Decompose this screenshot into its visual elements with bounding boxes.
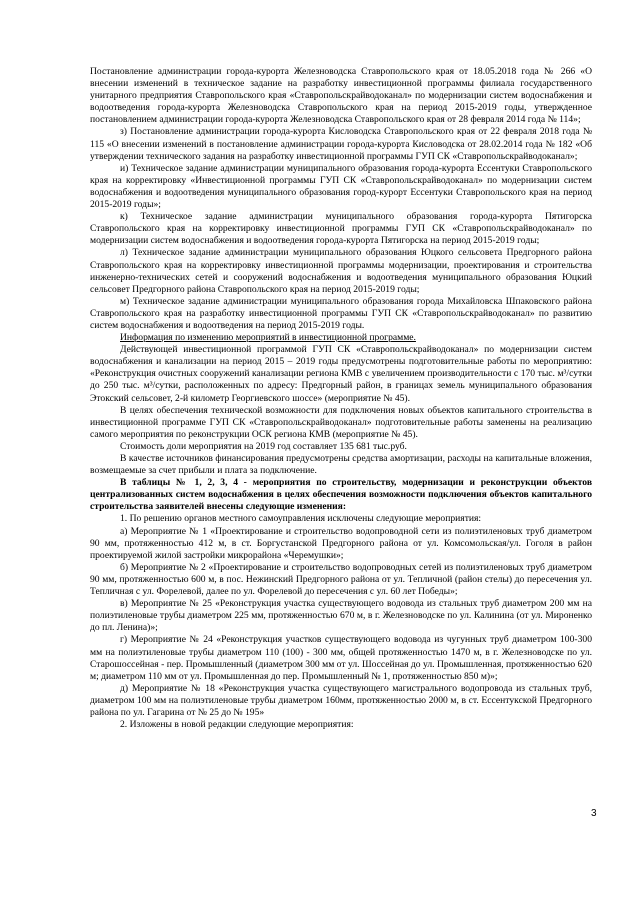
list-item: б) Мероприятие № 2 «Проектирование и строительство водопроводных сетей из полиэтиленовых труб диаметром 90 мм, протяженностью 600 м, в пос. Нежинский Предгорного района от ул. Тепличной (район стелы) до пересечения ул. Тепличная с ул. Форелевой, далее по ул. Форелевой до пересечения с ул. 60 лет Победы»; — [90, 561, 592, 598]
paragraph: Стоимость доли мероприятия на 2019 год составляет 135 681 тыс.руб. — [120, 440, 407, 452]
paragraph: Постановление администрации города-курорта Железноводска Ставропольского края от 18.05.2018 года № 266 «О внесении изменений в техническое задание на разработку инвестиционной программы филиала государственного унитарного предприятия Ставропольского края «Ставропольскрайводоканал» по модернизации систем водоснабжения и водоотведения города-курорта Железноводска Ставропольского края на период 2015-2019 годы, утвержденное постановлением администрации города-курорта Железноводска Ставропольского края от 28 февраля 2014 года № 114»; — [90, 66, 592, 126]
list-item: д) Мероприятие № 18 «Реконструкция участка существующего магистрального водопровода из стальных труб, диаметром 100 мм на полиэтиленовые трубы диаметром 160мм, протяженностью 2000 м, в ст. Ессентукской Предгорного района по ул. Гагарина от № 25 до № 195» — [90, 682, 592, 718]
paragraph: В качестве источников финансирования предусмотрены средства амортизации, расходы на капитальные вложения, возмещаемые за счет прибыли и плата за подключение. — [90, 453, 592, 477]
list-item: в) Мероприятие № 25 «Реконструкция участка существующего водовода из стальных труб диаметром 200 мм на полиэтиленовые трубы диаметром 225 мм, протяженностью 670 м, в г. Железноводске по ул. Калинина (от ул. Мироненко до пл. Ленина)»; — [90, 598, 592, 634]
page-number: 3 — [591, 808, 597, 819]
section-heading — [90, 332, 592, 344]
paragraph: Действующей инвестиционной программой ГУП СК «Ставропольскрайводоканал» по модернизации систем водоснабжения и канализации на период 2015 – 2019 годы предусмотрены подготовительные работы по мероприятию: «Реконструкция очистных сооружений канализации региона КМВ с увеличением производительности с 170 тыс. м³/сутки до 250 тыс. м³/сутки, расположенных по адресу: Предгорный район, в границах земель муниципального образования Этокский сельсовет, 2-й километр Георгиевского шоссе» (мероприятие № 45). — [90, 344, 592, 404]
section-heading-text: Информация по изменению мероприятий в инвестиционной программе. — [120, 332, 416, 344]
paragraph: м) Техническое задание администрации муниципального образования города Михайловска Шпаковского района Ставропольского края на разработку инвестиционной программы ГУП СК «Ставропольскрайводоканал» по развитию систем водоснабжения и водоотведения на период 2015-2019 годы. — [90, 295, 592, 331]
paragraph: и) Техническое задание администрации муниципального образования города-курорта Ессентуки Ставропольского края на корректировку «Инвестиционной программы ГУП СК «Ставропольскрайводоканал» по модернизации систем водоснабжения и водоотведения муниципального образования город-курорт Ессентуки Ставропольского края на период 2015-2019 годы»; — [90, 162, 592, 211]
list-heading: 1. По решению органов местного самоуправления исключены следующие мероприятия: — [120, 513, 482, 525]
document-body — [90, 66, 592, 731]
list-item: г) Мероприятие № 24 «Реконструкция участков существующего водовода из чугунных труб диаметром 100-300 мм на полиэтиленовые трубы диаметром 110 (100) - 300 мм, общей протяженностью 1470 м, в г. Железноводске по ул. Старошоссейная - пер. Промышленный (диаметром 300 мм от ул. Шоссейная до ул. Промышленная, протяженностью 620 м; диаметром 110 мм от ул. Промышленная до пер. Промышленный № 1, протяженностью 850 м)»; — [90, 634, 592, 682]
list-item: а) Мероприятие № 1 «Проектирование и строительство водопроводной сети из полиэтиленовых труб диаметром 90 мм, протяженностью 412 м, в ст. Боргустанской Предгорного района от ул. Комсомольская/ул. Гоголя в район проектируемой жилой застройки микрорайона «Черемушки»; — [90, 525, 592, 561]
bold-paragraph: В таблицы № 1, 2, 3, 4 - мероприятия по строительству, модернизации и реконструкции объектов централизованных систем водоснабжения в целях обеспечения возможности подключения объектов капитального строительства заявителей внесены следующие изменения: — [90, 477, 592, 513]
paragraph: В целях обеспечения технической возможности для подключения новых объектов капитального строительства в инвестиционной программе ГУП СК «Ставропольскрайводоканал» подготовительные работы заменены на реализацию самого мероприятия по реконструкции ОСК региона КМВ (мероприятие № 45). — [90, 404, 592, 440]
paragraph: з) Постановление администрации города-курорта Кисловодска Ставропольского края от 22 февраля 2018 года № 115 «О внесении изменений в постановление администрации города-курорта Кисловодска от 28.02.2014 года № 182 «Об утверждении технического задания на разработку инвестиционной программы ГУП СК «Ставропольскрайводоканал»; — [90, 126, 592, 162]
paragraph: к) Техническое задание администрации муниципального образования города-курорта Пятигорска Ставропольского края на корректировку инвестиционной программы ГУП СК «Ставропольскрайводоканал» по модернизации систем водоснабжения и водоотведения города-курорта Пятигорска на период 2015-2019 годы; — [90, 211, 592, 247]
list-heading: 2. Изложены в новой редакции следующие мероприятия: — [120, 719, 354, 731]
paragraph: л) Техническое задание администрации муниципального образования Юцкого сельсовета Предгорного района Ставропольского края на корректировку инвестиционной программы модернизации, проектирования и строительства инженерно-технических сетей и сооружений водоснабжения и водоотведения муниципального образования Юцкий сельсовет Предгорного района Ставропольского края на период 2015-2019 годы; — [90, 247, 592, 295]
